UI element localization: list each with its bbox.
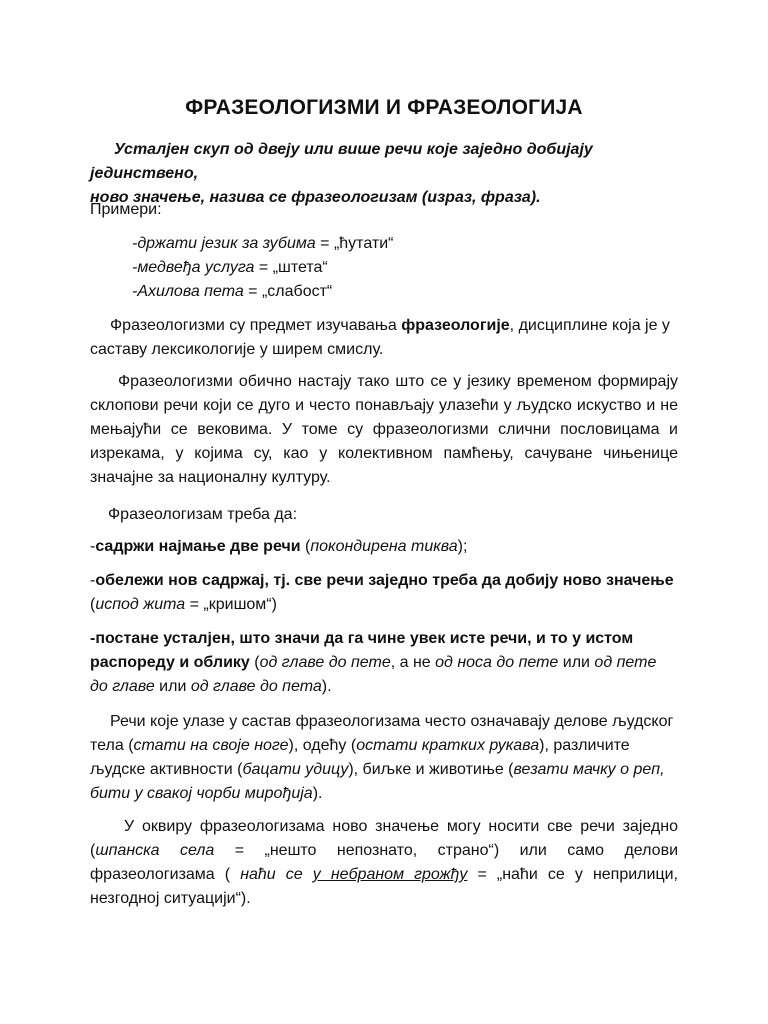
requirement-example: од главе до пета xyxy=(190,678,322,695)
requirement-3 xyxy=(90,627,678,699)
example-meaning: = „ћутати“ xyxy=(315,235,394,252)
meaning-example: шпанска села xyxy=(95,842,215,859)
dash: - xyxy=(90,538,96,555)
requirement-1 xyxy=(90,535,678,559)
meaning-text: = „нешто непознато, страно“) или само делови фразеологизама ( xyxy=(90,842,678,883)
words-example: стати на своје ноге xyxy=(133,737,289,754)
page-title: ФРАЗЕОЛОГИЗМИ И ФРАЗЕОЛОГИЈА xyxy=(185,96,583,119)
meaning-example-underlined: у небраном грожђу xyxy=(312,866,468,883)
subject-paragraph xyxy=(90,314,678,362)
origin-text: Фразеологизми обично настају тако што се у језику временом формирају склопови речи који се дуго и често понављају улазећи у људско искуство и не мењајући се вековима. У томе су фразеологизми слични пословицама и изрекама, у којима су, као у колективном памћењу, сачуване чињенице значајне за националну културу. xyxy=(90,373,678,486)
words-example: остати кратких рукава xyxy=(356,737,540,754)
meaning-paragraph xyxy=(90,815,678,911)
meaning-example: наћи се xyxy=(240,866,313,883)
words-example: бацати удицу xyxy=(242,761,349,778)
example-phrase: -Ахилова пета xyxy=(132,283,244,300)
requirements-heading xyxy=(90,503,678,527)
requirement-meaning: = „кришом“) xyxy=(185,596,277,613)
words-text: ), биљке и животиње ( xyxy=(348,761,514,778)
connector: , а не xyxy=(390,654,436,671)
paren: ( xyxy=(300,538,311,555)
connector: или xyxy=(154,678,191,695)
dash: - xyxy=(90,572,96,589)
requirement-text: садржи најмање две речи xyxy=(95,538,301,555)
subject-text-end: , дисциплине која је у саставу лексикологије у ширем смислу. xyxy=(90,317,670,358)
example-item xyxy=(132,232,612,256)
definition-line-1: Усталјен скуп од двеју или више речи које заједно добијају јединствено, xyxy=(90,141,593,182)
example-item xyxy=(132,256,612,280)
subject-text: Фразеологизми су предмет изучавања xyxy=(110,317,402,334)
requirement-example: покондирена тиква xyxy=(310,538,458,555)
requirement-example: од пете до главе xyxy=(90,654,657,695)
example-meaning: = „слабост“ xyxy=(243,283,333,300)
requirement-text: -постане усталјен, што значи да га чине увек исте речи, и то у истом распореду и облику xyxy=(90,630,634,671)
paren: ). xyxy=(321,678,332,695)
requirement-example: од главе до пете xyxy=(259,654,391,671)
requirements-heading-text: Фразеологизам треба да: xyxy=(108,506,298,523)
example-item xyxy=(132,280,612,304)
connector: или xyxy=(558,654,595,671)
origin-paragraph xyxy=(90,370,678,490)
words-text: ). xyxy=(312,785,323,802)
meaning-text: У оквиру фразеологизама ново значење могу носити све речи заједно ( xyxy=(90,818,678,859)
example-phrase: -медвеђа услуга xyxy=(132,259,255,276)
example-meaning: = „штета“ xyxy=(254,259,328,276)
words-text: ), одећу ( xyxy=(288,737,357,754)
requirement-text: обележи нов садржај, тј. све речи заједно треба да добију ново значење xyxy=(95,572,674,589)
paren: ); xyxy=(457,538,468,555)
paren: ( xyxy=(90,596,96,613)
requirement-example: испод жита xyxy=(95,596,186,613)
words-text: ), различите људске активности ( xyxy=(90,737,630,778)
paren: ( xyxy=(249,654,260,671)
requirement-2 xyxy=(90,569,678,617)
examples-label: Примери: xyxy=(90,201,162,218)
examples-list xyxy=(132,232,612,304)
definition-line-2: ново значење, назива се фразеологизам (израз, фраза). xyxy=(90,189,541,206)
example-phrase: -држати језик за зубима xyxy=(132,235,316,252)
words-paragraph xyxy=(90,710,678,806)
words-text: Речи које улазе у састав фразеологизама често означавају делове људског тела ( xyxy=(90,713,674,754)
phraseology-term: фразеологије xyxy=(401,317,510,334)
meaning-text: = „наћи се у неприлици, незгодној ситуацији“). xyxy=(90,866,678,907)
words-example: везати мачку о реп, бити у свакој чорби мирођија xyxy=(90,761,665,802)
requirement-example: од носа до пете xyxy=(435,654,559,671)
